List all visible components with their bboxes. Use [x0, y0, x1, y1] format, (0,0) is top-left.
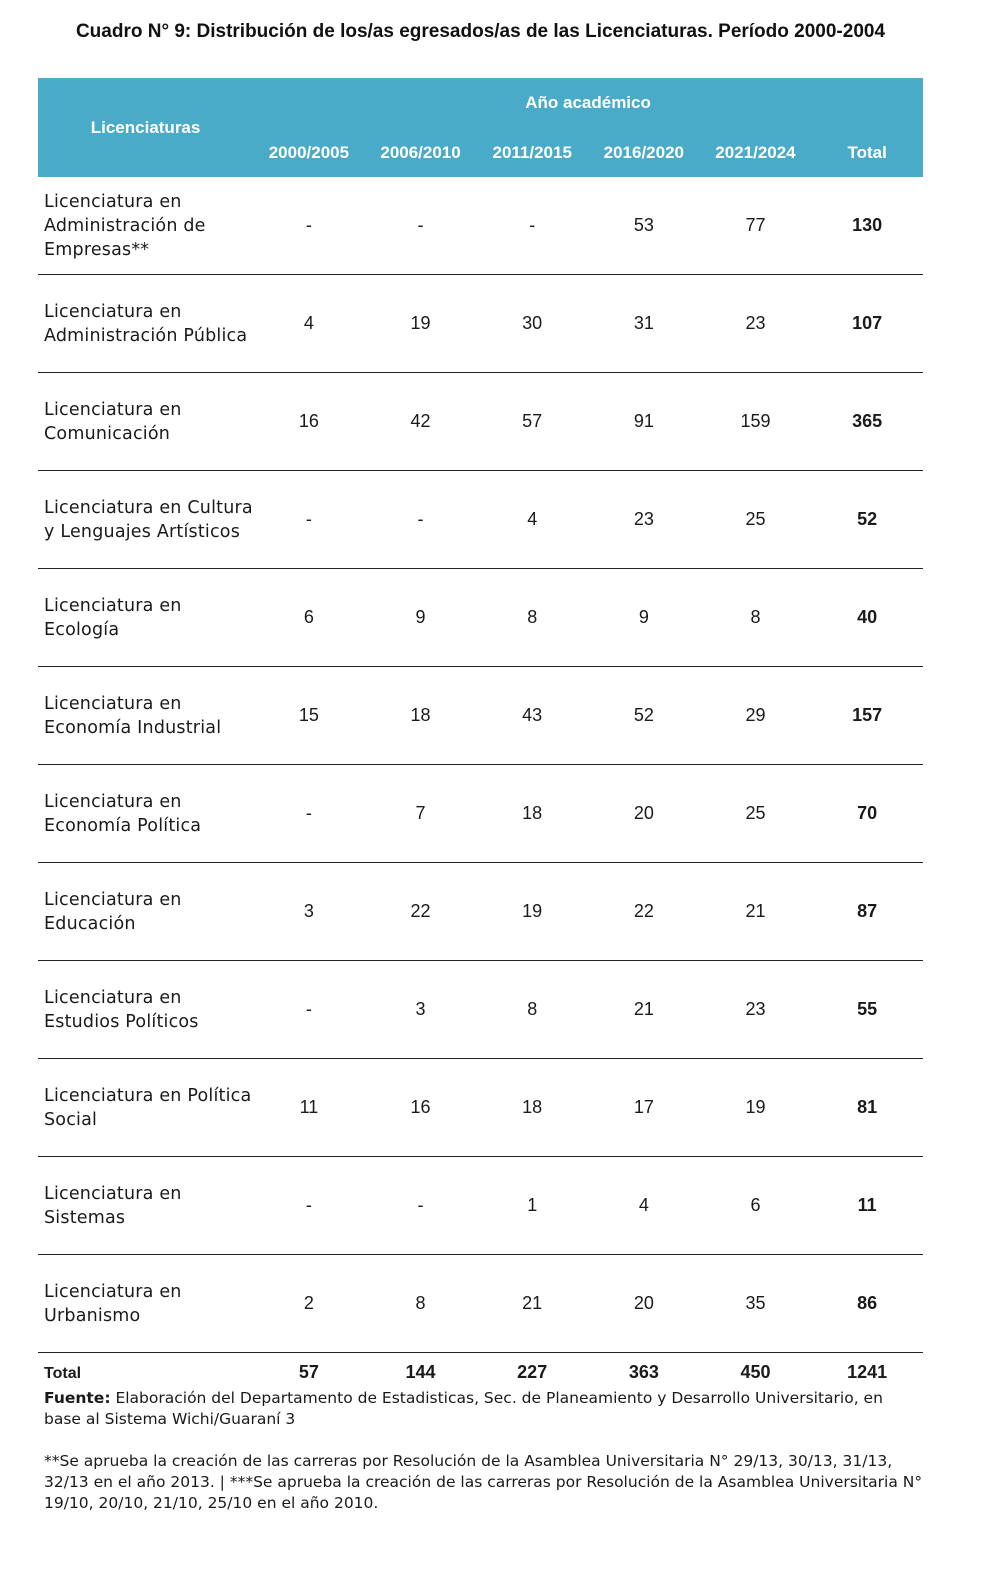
value-cell: 7 — [365, 765, 477, 863]
value-cell: - — [253, 177, 365, 275]
value-cell: - — [476, 177, 588, 275]
value-cell: 17 — [588, 1059, 700, 1157]
value-cell: 3 — [253, 863, 365, 961]
value-cell: 31 — [588, 275, 700, 373]
value-cell: 8 — [476, 569, 588, 667]
value-cell: 23 — [588, 471, 700, 569]
value-cell: 43 — [476, 667, 588, 765]
row-name: Licenciatura en Administración Pública — [38, 275, 253, 373]
value-cell: - — [253, 765, 365, 863]
row-name: Licenciatura en Administración de Empresas** — [38, 177, 253, 275]
row-total-cell: 11 — [811, 1157, 923, 1255]
value-cell: 19 — [476, 863, 588, 961]
row-name: Licenciatura en Sistemas — [38, 1157, 253, 1255]
value-cell: 6 — [253, 569, 365, 667]
table-notes — [44, 1388, 924, 1514]
value-cell: 23 — [700, 961, 812, 1059]
row-name: Licenciatura en Comunicación — [38, 373, 253, 471]
source-note — [44, 1388, 924, 1430]
value-cell: 35 — [700, 1255, 812, 1353]
totals-row — [38, 1353, 923, 1386]
header-col: 2006/2010 — [365, 128, 477, 177]
value-cell: 4 — [253, 275, 365, 373]
row-total-cell: 130 — [811, 177, 923, 275]
total-cell: 363 — [628, 1362, 659, 1382]
table-row — [38, 471, 923, 569]
value-cell: 21 — [588, 961, 700, 1059]
graduates-table — [38, 78, 923, 1385]
source-label: Fuente: — [44, 1389, 111, 1407]
value-cell: 21 — [700, 863, 812, 961]
header-row-top — [38, 78, 923, 128]
table-row — [38, 1255, 923, 1353]
value-cell: 9 — [588, 569, 700, 667]
value-cell: 15 — [253, 667, 365, 765]
value-cell: - — [365, 177, 477, 275]
value-cell: 42 — [365, 373, 477, 471]
header-col: 2011/2015 — [476, 128, 588, 177]
table-title: Cuadro N° 9: Distribución de los/as egresados/as de las Licenciaturas. Período 2000-2004 — [75, 21, 886, 42]
row-name: Licenciatura en Economía Política — [38, 765, 253, 863]
table-row — [38, 961, 923, 1059]
value-cell: 1 — [476, 1157, 588, 1255]
row-name: Licenciatura en Urbanismo — [38, 1255, 253, 1353]
value-cell: 2 — [253, 1255, 365, 1353]
row-name: Licenciatura en Cultura y Lenguajes Artísticos — [38, 471, 253, 569]
row-total-cell: 40 — [811, 569, 923, 667]
value-cell: 20 — [588, 1255, 700, 1353]
value-cell: 53 — [588, 177, 700, 275]
value-cell: 16 — [253, 373, 365, 471]
table-body — [38, 177, 923, 1353]
header-col: 2000/2005 — [253, 128, 365, 177]
row-total-cell: 70 — [811, 765, 923, 863]
total-cell: 144 — [405, 1362, 436, 1382]
value-cell: 8 — [476, 961, 588, 1059]
total-cell: 450 — [740, 1362, 771, 1382]
row-total-cell: 107 — [811, 275, 923, 373]
table-row — [38, 177, 923, 275]
value-cell: 20 — [588, 765, 700, 863]
header-col: 2021/2024 — [700, 128, 812, 177]
source-text: Elaboración del Departamento de Estadisticas, Sec. de Planeamiento y Desarrollo Universitario, en base al Sistema Wichi/Guaraní 3 — [44, 1389, 883, 1428]
value-cell: 29 — [700, 667, 812, 765]
row-total-cell: 52 — [811, 471, 923, 569]
header-col: 2016/2020 — [588, 128, 700, 177]
totals-label: Total — [44, 1365, 82, 1382]
value-cell: - — [253, 961, 365, 1059]
value-cell: - — [253, 1157, 365, 1255]
table-row — [38, 275, 923, 373]
value-cell: 4 — [588, 1157, 700, 1255]
value-cell: 22 — [365, 863, 477, 961]
value-cell: 8 — [700, 569, 812, 667]
row-name: Licenciatura en Educación — [38, 863, 253, 961]
total-cell: 57 — [298, 1362, 319, 1382]
header-col-total: Total — [811, 128, 923, 177]
row-name: Licenciatura en Estudios Políticos — [38, 961, 253, 1059]
table-row — [38, 1157, 923, 1255]
value-cell: 9 — [365, 569, 477, 667]
value-cell: 30 — [476, 275, 588, 373]
row-total-cell: 157 — [811, 667, 923, 765]
grand-total-cell: 1241 — [847, 1362, 888, 1382]
value-cell: 18 — [476, 765, 588, 863]
value-cell: - — [365, 1157, 477, 1255]
row-total-cell: 86 — [811, 1255, 923, 1353]
value-cell: 77 — [700, 177, 812, 275]
value-cell: 11 — [253, 1059, 365, 1157]
total-cell: 227 — [517, 1362, 548, 1382]
value-cell: 18 — [476, 1059, 588, 1157]
value-cell: - — [253, 471, 365, 569]
row-name: Licenciatura en Ecología — [38, 569, 253, 667]
value-cell: 52 — [588, 667, 700, 765]
row-name: Licenciatura en Política Social — [38, 1059, 253, 1157]
row-name: Licenciatura en Economía Industrial — [38, 667, 253, 765]
value-cell: 8 — [365, 1255, 477, 1353]
value-cell: 159 — [700, 373, 812, 471]
header-ano-academico: Año académico — [253, 78, 923, 128]
row-total-cell: 365 — [811, 373, 923, 471]
header-licenciaturas: Licenciaturas — [38, 78, 253, 177]
row-total-cell: 81 — [811, 1059, 923, 1157]
value-cell: 21 — [476, 1255, 588, 1353]
table-row — [38, 1059, 923, 1157]
value-cell: 57 — [476, 373, 588, 471]
row-total-cell: 55 — [811, 961, 923, 1059]
value-cell: 22 — [588, 863, 700, 961]
value-cell: 19 — [700, 1059, 812, 1157]
table-row — [38, 667, 923, 765]
row-total-cell: 87 — [811, 863, 923, 961]
value-cell: 25 — [700, 471, 812, 569]
table-row — [38, 569, 923, 667]
value-cell: 3 — [365, 961, 477, 1059]
value-cell: 16 — [365, 1059, 477, 1157]
value-cell: 25 — [700, 765, 812, 863]
table-row — [38, 863, 923, 961]
value-cell: 19 — [365, 275, 477, 373]
value-cell: 4 — [476, 471, 588, 569]
value-cell: 6 — [700, 1157, 812, 1255]
table-row — [38, 373, 923, 471]
value-cell: - — [365, 471, 477, 569]
value-cell: 23 — [700, 275, 812, 373]
value-cell: 18 — [365, 667, 477, 765]
footnote: **Se aprueba la creación de las carreras por Resolución de la Asamblea Universitaria N° 29/13, 30/13, 31/13, 32/13 en el año 2013. | ***Se aprueba la creación de las carreras por Resolución de la Asamblea Universitaria N° 19/10, 20/10, 21/10, 25/10 en el año 2010. — [44, 1452, 923, 1512]
table-row — [38, 765, 923, 863]
value-cell: 91 — [588, 373, 700, 471]
